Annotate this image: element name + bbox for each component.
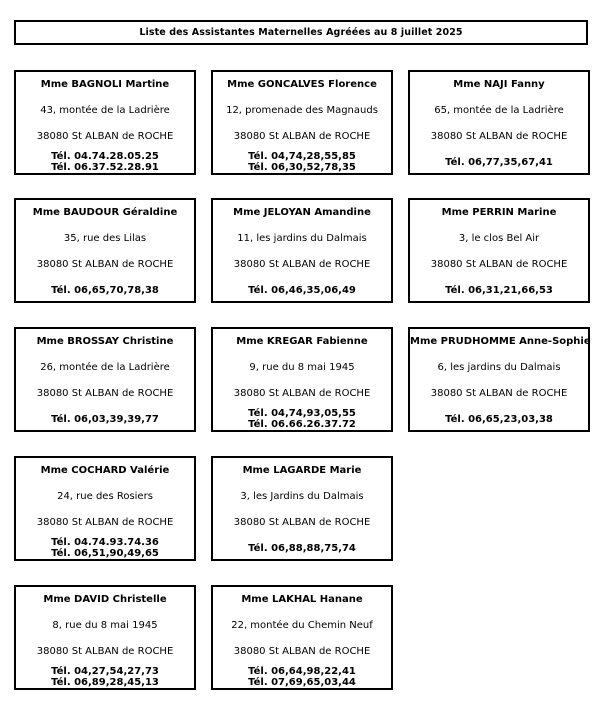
contact-phone: Tél. 04.74.93.74.36 (51, 537, 159, 548)
contact-phone: Tél. 04,74,28,55,85 (248, 151, 356, 162)
contact-name: Mme LAKHAL Hanane (241, 594, 363, 605)
contact-name: Mme JELOYAN Amandine (233, 207, 371, 218)
contact-card (14, 456, 196, 561)
contact-card (211, 70, 393, 175)
contact-phones (16, 285, 194, 296)
contact-address: 24, rue des Rosiers (57, 491, 153, 502)
contact-address: 3, les Jardins du Dalmais (240, 491, 364, 502)
contact-phone: Tél. 06,30,52,78,35 (248, 162, 356, 173)
contact-card (211, 198, 393, 303)
contact-card (14, 198, 196, 303)
contact-phones (16, 151, 194, 173)
contact-phone: Tél. 06,65,70,78,38 (51, 285, 159, 296)
contact-address: 9, rue du 8 mai 1945 (249, 362, 355, 373)
contact-address: 22, montée du Chemin Neuf (231, 620, 373, 631)
contact-phones (213, 285, 391, 296)
contact-card (408, 70, 590, 175)
contact-phone: Tél. 04,74,93,05,55 (248, 408, 356, 419)
contact-city: 38080 St ALBAN de ROCHE (233, 517, 371, 528)
contact-card (14, 327, 196, 432)
contact-phone: Tél. 06,46,35,06,49 (248, 285, 356, 296)
contact-card (408, 198, 590, 303)
contact-city: 38080 St ALBAN de ROCHE (233, 131, 371, 142)
contact-phone: Tél. 06,03,39,39,77 (51, 414, 159, 425)
contact-address: 6, les jardins du Dalmais (437, 362, 561, 373)
contact-phone: Tél. 06.66.26.37.72 (248, 419, 356, 430)
contact-card (14, 585, 196, 690)
contact-phones (213, 408, 391, 430)
contact-phone: Tél. 06,77,35,67,41 (445, 157, 553, 168)
contact-city: 38080 St ALBAN de ROCHE (36, 388, 174, 399)
contact-phone: Tél. 04.74.28.05.25 (51, 151, 159, 162)
contact-city: 38080 St ALBAN de ROCHE (430, 388, 568, 399)
contact-phone: Tél. 06,89,28,45,13 (51, 677, 159, 688)
contact-card (408, 327, 590, 432)
contact-phone: Tél. 06,64,98,22,41 (248, 666, 356, 677)
contact-phones (410, 285, 588, 296)
contact-address: 35, rue des Lilas (63, 233, 147, 244)
contact-card (211, 327, 393, 432)
contact-address: 26, montée de la Ladrière (40, 362, 170, 373)
contact-address: 3, le clos Bel Air (458, 233, 540, 244)
contact-name: Mme DAVID Christelle (43, 594, 167, 605)
contact-phones (16, 666, 194, 688)
contact-city: 38080 St ALBAN de ROCHE (430, 131, 568, 142)
contact-phone: Tél. 06,65,23,03,38 (445, 414, 553, 425)
contact-phones (16, 537, 194, 559)
contact-phones (213, 151, 391, 173)
contact-city: 38080 St ALBAN de ROCHE (36, 517, 174, 528)
contact-city: 38080 St ALBAN de ROCHE (233, 388, 371, 399)
contact-address: 11, les jardins du Dalmais (237, 233, 367, 244)
document-title (14, 20, 588, 45)
contact-phone: Tél. 06,31,21,66,53 (445, 285, 553, 296)
contact-address: 8, rue du 8 mai 1945 (52, 620, 158, 631)
contact-phones (213, 666, 391, 688)
contact-name: Mme PRUDHOMME Anne-Sophie (410, 336, 591, 347)
contact-city: 38080 St ALBAN de ROCHE (233, 259, 371, 270)
document-title-text: Liste des Assistantes Maternelles Agréées au 8 juillet 2025 (139, 27, 463, 38)
contact-name: Mme LAGARDE Marie (242, 465, 362, 476)
contact-city: 38080 St ALBAN de ROCHE (36, 646, 174, 657)
contact-phone: Tél. 06,51,90,49,65 (51, 548, 159, 559)
contact-card (211, 585, 393, 690)
contact-name: Mme PERRIN Marine (441, 207, 557, 218)
contact-phone: Tél. 06.37.52.28.91 (51, 162, 159, 173)
contact-phone: Tél. 06,88,88,75,74 (248, 543, 356, 554)
contact-name: Mme BROSSAY Christine (36, 336, 174, 347)
contact-name: Mme BAGNOLI Martine (40, 79, 170, 90)
contact-name: Mme COCHARD Valérie (40, 465, 170, 476)
contact-address: 12, promenade des Magnauds (226, 105, 378, 116)
contact-phones (16, 414, 194, 425)
contact-city: 38080 St ALBAN de ROCHE (233, 646, 371, 657)
contact-address: 43, montée de la Ladrière (40, 105, 170, 116)
contact-phones (213, 543, 391, 554)
contact-name: Mme GONCALVES Florence (227, 79, 377, 90)
contact-phone: Tél. 07,69,65,03,44 (248, 677, 356, 688)
contact-city: 38080 St ALBAN de ROCHE (36, 259, 174, 270)
contact-name: Mme KREGAR Fabienne (236, 336, 368, 347)
contact-name: Mme NAJI Fanny (453, 79, 545, 90)
contact-name: Mme BAUDOUR Géraldine (32, 207, 178, 218)
contact-phone: Tél. 04,27,54,27,73 (51, 666, 159, 677)
contact-card (14, 70, 196, 175)
contact-city: 38080 St ALBAN de ROCHE (36, 131, 174, 142)
contact-address: 65, montée de la Ladrière (434, 105, 564, 116)
contact-card (211, 456, 393, 561)
contact-city: 38080 St ALBAN de ROCHE (430, 259, 568, 270)
contact-phones (410, 157, 588, 168)
contact-phones (410, 414, 588, 425)
